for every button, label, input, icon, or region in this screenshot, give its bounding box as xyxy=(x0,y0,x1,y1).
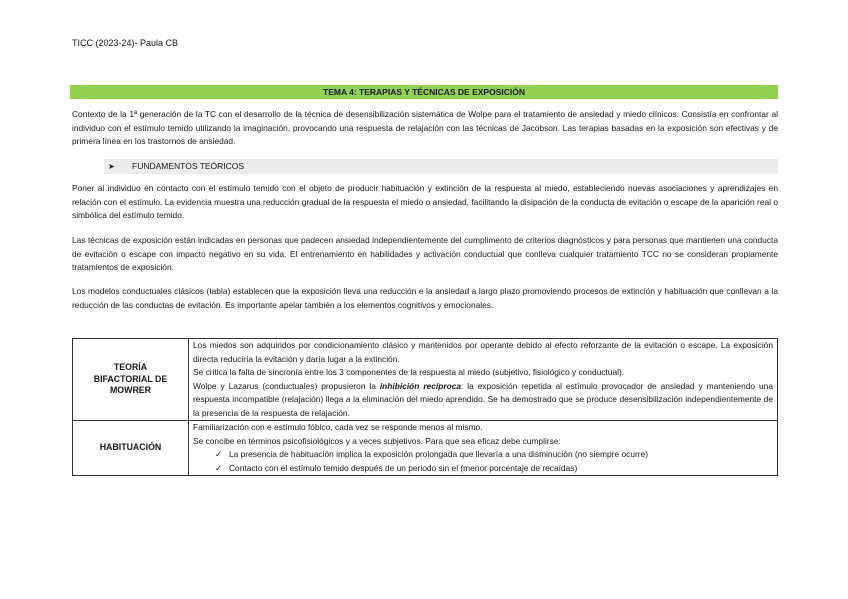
table-row xyxy=(73,339,778,421)
paragraph-2: Las técnicas de exposición están indicadas en personas que padecen ansiedad independientemente del cumplimento de criterios diagnósticos y para personas que mantienen una conducta de evitación o escape con impacto negativo en su vida. El entrenamiento en habilidades y activación conductual que conlleva cualquier tratamiento TCC no se consideran propiamente tratamientos de exposición. xyxy=(72,235,778,272)
emphasis-term: inhibición recíproca xyxy=(379,380,462,391)
content-line: Los miedos son adquiridos por condicionamiento clásico y mantenidos por operante debido al efecto reforzante de la evitación o escape. La exposición directa reduciría la evitación y daría lugar a la extinción. xyxy=(193,340,773,364)
content-line: Se concibe en términos psicofisiológicos y a veces subjetivos. Para que sea eficaz debe cumplirse: xyxy=(193,435,561,446)
arrow-bullet-icon: ➤ xyxy=(108,162,115,171)
page-header: TICC (2023-24)- Paula CB xyxy=(72,38,179,48)
chapter-title: TEMA 4: TERAPIAS Y TÉCNICAS DE EXPOSICIÓN xyxy=(70,85,778,99)
label-line: BIFACTORIAL DE xyxy=(93,373,168,384)
row-label-mowrer xyxy=(73,339,189,421)
check-item-text: Contacto con el estímulo temido después de un periodo sin el (menor porcentaje de recaídas) xyxy=(229,462,578,473)
table-row xyxy=(73,421,778,476)
checkmark-icon: ✓ xyxy=(215,449,223,459)
label-line: MOWRER xyxy=(109,385,152,396)
content-line: Familiarización con e estímulo fóbico, cada vez se responde menos al mismo. xyxy=(193,422,483,432)
content-line xyxy=(193,380,773,421)
intro-paragraph: Contexto de la 1ª generación de la TC con el desarrollo de la técnica de desensibilización sistemática de Wolpe para el tratamiento de ansiedad y miedo clínicos. Consistía en confrontar al individuo con el estímulo temido utilizando la imaginación, provocando una respuesta de relajación con las técnicas de Jacobson. Las terapias basadas en la exposición son efectivas y de primera línea en los trastornos de ansiedad. xyxy=(72,109,778,146)
check-item xyxy=(193,448,773,462)
paragraph-3: Los modelos conductuales clásicos (tabla) establecen que la exposición lleva una reducción e la ansiedad a largo plazo promoviendo procesos de extinción y habituación que conllevan a la reducción de las conductas de evitación. Es importante apelar también a los elementos cognitivos y emocionales. xyxy=(72,286,778,310)
section-heading xyxy=(104,159,778,174)
row-label-habituacion: HABITUACIÓN xyxy=(73,421,189,476)
row-content-mowrer xyxy=(189,339,778,421)
section-heading-label: FUNDAMENTOS TEÓRICOS xyxy=(132,161,245,171)
label-line: TEORÍA xyxy=(113,362,148,373)
check-item-text: La presencia de habituación implica la exposición prolongada que llevaría a una disminución (no siempre ocurre) xyxy=(229,449,648,459)
paragraph-1: Poner al individuo en contacto con el estímulo temido con el objeto de producir habituación y extinción de la respuesta al miedo, estableciendo nuevas asociaciones y aprendizajes en relación con el estímulo. La evidencia muestra una reducción gradual de la respuesta el miedo o ansiedad, facilitando la disipación de la conducta de evitación o escape de la aparición real o simbólica del estímulo temido. xyxy=(72,183,778,220)
checkmark-icon: ✓ xyxy=(215,462,223,473)
content-text: Wolpe y Lazarus (conductuales) propusieron la xyxy=(193,380,380,391)
content-line: Se critica la falta de sincronía entre los 3 componentes de la respuesta al miedo (subjetivo, fisiológico y conductual). xyxy=(193,367,625,377)
row-content-habituacion xyxy=(189,421,778,476)
content-text: : la exposición repetida al estímulo provocador de ansiedad y manteniendo una respuesta incompatible (relajación) llega a la eliminación del miedo aprendido. Se ha demostrado que se produce desensibilización independientemente de la presencia de la respuesta de relajación. xyxy=(193,380,773,418)
check-item xyxy=(193,462,773,476)
models-table xyxy=(72,338,778,476)
